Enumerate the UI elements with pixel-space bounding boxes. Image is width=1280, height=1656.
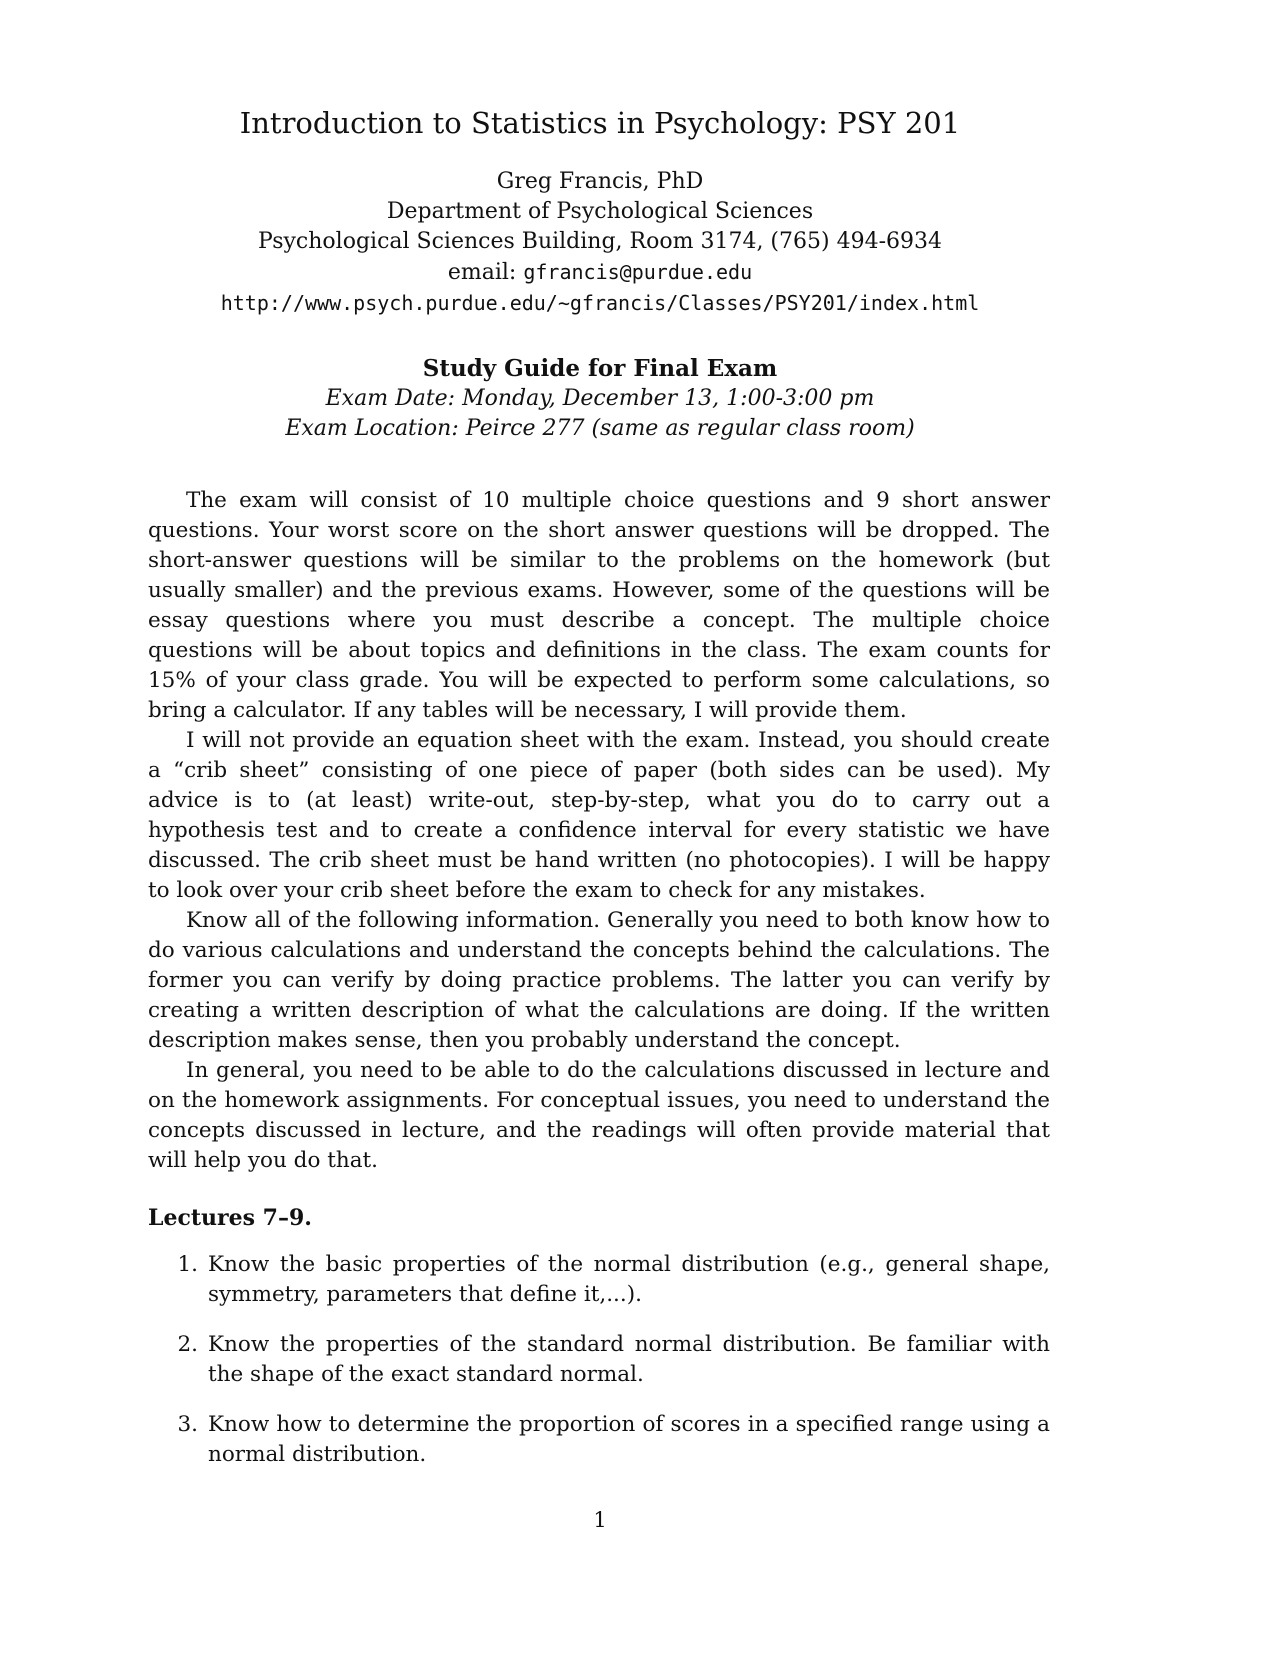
study-guide-heading: Study Guide for Final Exam <box>422 355 778 382</box>
list-item-number: 3. <box>177 1412 198 1437</box>
paragraph: I will not provide an equation sheet with the exam. Instead, you should create a “crib sheet” consisting of one piece of paper (both sides can be used). My advice is to (at least) write-out, step-by-step, what you do to carry out a hypothesis test and to create a confidence interval for every statistic we have discussed. The crib sheet must be hand written (no photocopies). I will be happy to look over your crib sheet before the exam to check for any mistakes. <box>148 728 1050 903</box>
list-item <box>148 1250 1050 1310</box>
list-item-text: Know the properties of the standard normal distribution. Be familiar with the shape of the exact standard normal. <box>208 1332 1050 1387</box>
list-item-text: Know the basic properties of the normal distribution (e.g., general shape, symmetry, parameters that define it,...). <box>208 1252 1050 1307</box>
department: Department of Psychological Sciences <box>386 199 814 224</box>
list-item <box>148 1410 1050 1470</box>
course-title: Introduction to Statistics in Psychology: PSY 201 <box>239 106 961 140</box>
list-item <box>148 1330 1050 1390</box>
exam-location: Exam Location: Peirce 277 (same as regular class room) <box>285 416 915 441</box>
email-line <box>0 257 1200 288</box>
paragraph: The exam will consist of 10 multiple choice questions and 9 short answer questions. Your worst score on the short answer questions will be dropped. The short-answer questions will be similar to the problems on the homework (but usually smaller) and the previous exams. However, some of the questions will be essay questions where you must describe a concept. The multiple choice questions will be about topics and definitions in the class. The exam counts for 15% of your class grade. You will be expected to perform some calculations, so bring a calculator. If any tables will be necessary, I will provide them. <box>148 488 1050 723</box>
course-url-link[interactable]: http://www.psych.purdue.edu/∼gfrancis/Classes/PSY201/index.html <box>220 291 980 315</box>
list-item-number: 1. <box>177 1252 198 1277</box>
paragraph: In general, you need to be able to do the calculations discussed in lecture and on the homework assignments. For conceptual issues, you need to understand the concepts discussed in lecture, and the readings will often provide material that will help you do that. <box>148 1058 1050 1173</box>
topic-list <box>148 1250 1050 1490</box>
study-guide-header <box>0 354 1200 444</box>
paragraph: Know all of the following information. Generally you need to both know how to do various calculations and understand the concepts behind the calculations. The former you can verify by doing practice problems. The latter you can verify by creating a written description of what the calculations are doing. If the written description makes sense, then you probably understand the concept. <box>148 908 1050 1053</box>
instructor-info <box>0 167 1200 318</box>
instructor-name: Greg Francis, PhD <box>496 169 704 194</box>
exam-date: Exam Date: Monday, December 13, 1:00-3:00 pm <box>325 386 875 411</box>
section-heading: Lectures 7–9. <box>148 1205 312 1231</box>
body-text <box>148 486 1050 1176</box>
office-address: Psychological Sciences Building, Room 3174, (765) 494-6934 <box>258 229 942 254</box>
email-label: email: <box>447 260 517 285</box>
list-item-number: 2. <box>177 1332 198 1357</box>
email-link[interactable]: gfrancis@purdue.edu <box>523 260 753 284</box>
list-item-text: Know how to determine the proportion of scores in a specified range using a normal distribution. <box>208 1412 1050 1467</box>
page-number: 1 <box>593 1508 607 1532</box>
